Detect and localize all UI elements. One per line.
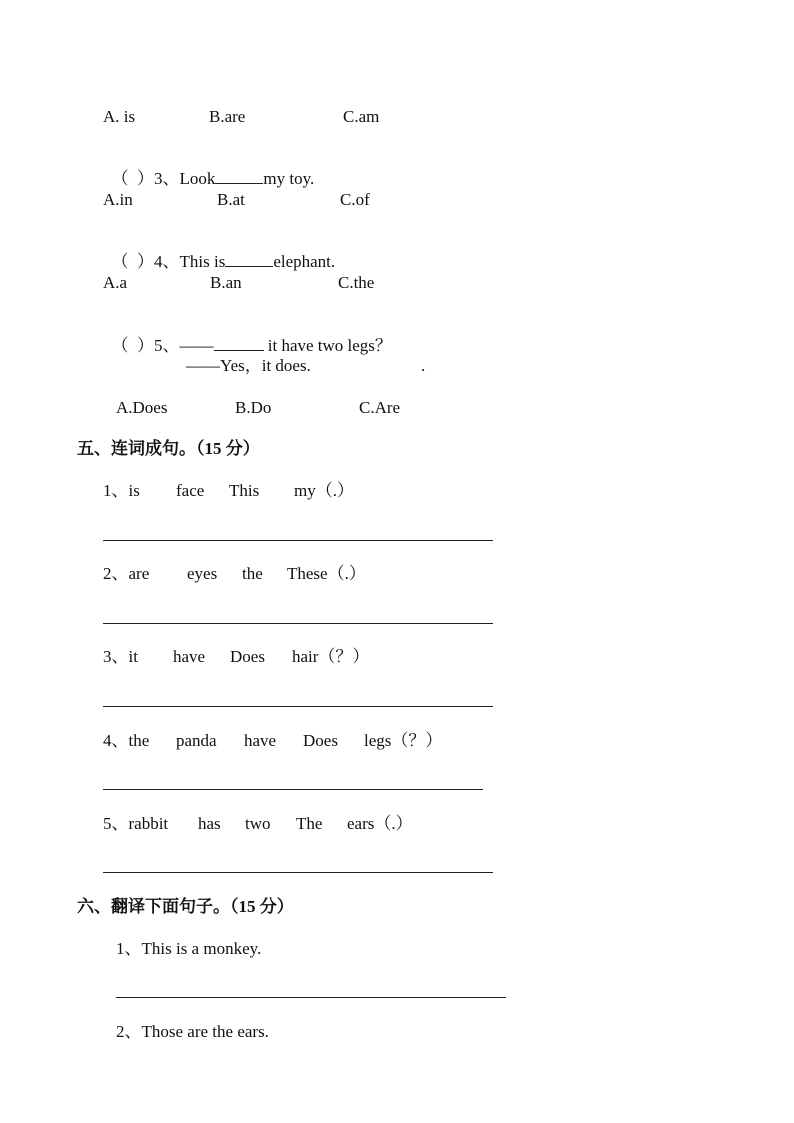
- question-5-text-end: it have two legs？: [263, 336, 392, 355]
- word: legs（？）: [364, 731, 443, 750]
- word: 4、the: [103, 731, 150, 750]
- question-5-text: 5、——: [154, 336, 214, 355]
- word: has: [198, 814, 221, 833]
- q5-option-b: B.Do: [235, 398, 272, 417]
- word: the: [242, 564, 263, 583]
- q3-option-b: B.at: [217, 190, 245, 209]
- word: This: [229, 481, 260, 500]
- question-5-reply: ——Yes，it does.: [186, 356, 311, 375]
- word: 1、is: [103, 481, 140, 500]
- answer-line: [116, 997, 506, 998]
- answer-blank: [215, 168, 263, 184]
- word: have: [244, 731, 277, 750]
- answer-blank: [225, 251, 273, 267]
- q4-option-b: B.an: [210, 273, 242, 292]
- word: The: [296, 814, 323, 833]
- word: Does: [303, 731, 338, 750]
- answer-paren: （ ）: [111, 252, 154, 271]
- word: panda: [176, 731, 217, 750]
- q4-option-c: C.the: [338, 273, 375, 292]
- translation-sentence: 1、This is a monkey.: [116, 939, 262, 958]
- answer-paren: （ ）: [111, 169, 154, 188]
- q2-option-c: C.am: [343, 107, 380, 126]
- word: eyes: [187, 564, 218, 583]
- q3-option-a: A.in: [103, 190, 133, 209]
- question-3-text-end: my toy.: [263, 169, 315, 188]
- translation-sentence: 2、Those are the ears.: [116, 1022, 269, 1041]
- question-5-dot: .: [421, 356, 426, 375]
- answer-line: [103, 872, 493, 873]
- word: face: [176, 481, 205, 500]
- section-5-title: 五、连词成句。（15 分）: [77, 439, 260, 458]
- answer-paren: （ ）: [111, 336, 154, 355]
- answer-line: [103, 706, 493, 707]
- question-4-text: 4、This is: [154, 252, 226, 271]
- question-4: [103, 231, 335, 272]
- q3-option-c: C.of: [340, 190, 370, 209]
- q5-option-c: C.Are: [359, 398, 401, 417]
- word: 3、it: [103, 647, 138, 666]
- q2-option-b: B.are: [209, 107, 246, 126]
- answer-line: [103, 623, 493, 624]
- word: These（.）: [287, 564, 366, 583]
- question-3-text: 3、Look: [154, 169, 216, 188]
- question-3: [103, 148, 314, 189]
- word: Does: [230, 647, 265, 666]
- q2-option-a: A. is: [103, 107, 136, 126]
- question-4-text-end: elephant.: [273, 252, 336, 271]
- word: 2、are: [103, 564, 150, 583]
- answer-blank: [214, 335, 264, 351]
- word: hair（？）: [292, 647, 370, 666]
- section-6-title: 六、翻译下面句子。（15 分）: [77, 897, 294, 916]
- answer-line: [103, 789, 483, 790]
- word: my（.）: [294, 481, 354, 500]
- word: have: [173, 647, 206, 666]
- q4-option-a: A.a: [103, 273, 128, 292]
- answer-line: [103, 540, 493, 541]
- q5-option-a: A.Does: [116, 398, 168, 417]
- word: two: [245, 814, 271, 833]
- word: ears（.）: [347, 814, 413, 833]
- word: 5、rabbit: [103, 814, 169, 833]
- question-5: [103, 315, 392, 356]
